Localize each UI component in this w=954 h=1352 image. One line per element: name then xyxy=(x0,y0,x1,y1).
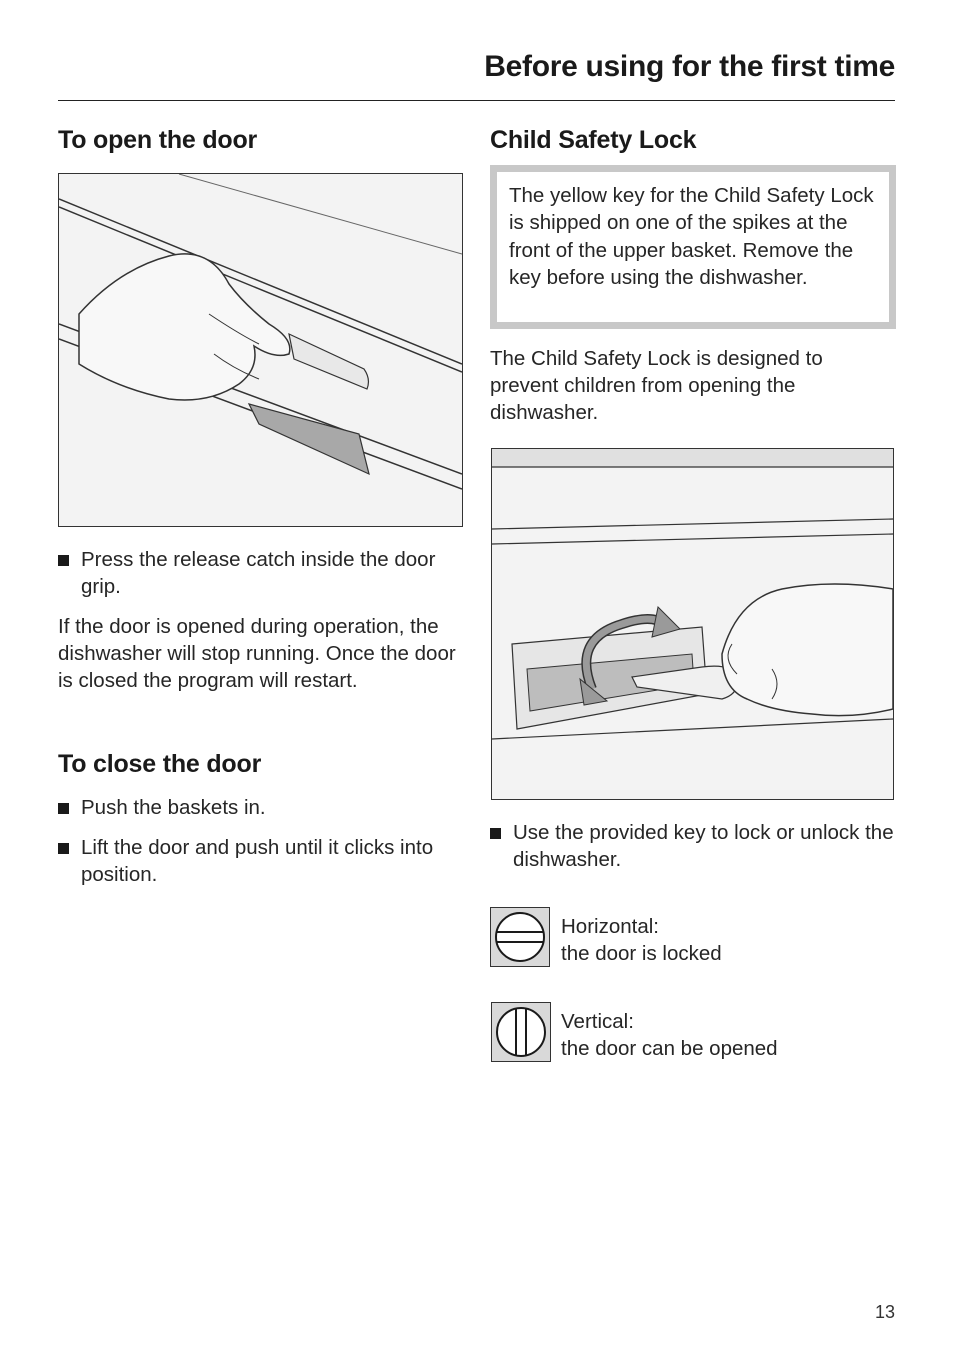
bullet-text: Use the provided key to lock or unlock the dishwasher. xyxy=(513,821,894,871)
bullet-text: Press the release catch inside the door grip. xyxy=(81,548,436,598)
open-door-bullet xyxy=(58,546,463,600)
bullet-text: Push the baskets in. xyxy=(81,796,266,819)
child-lock-illustration xyxy=(491,448,894,800)
close-door-bullet-1 xyxy=(58,794,463,821)
title-divider xyxy=(58,100,895,101)
page-number: 13 xyxy=(874,1302,895,1322)
bullet-text: Lift the door and push until it clicks into position. xyxy=(81,836,434,886)
close-door-heading: To close the door xyxy=(58,750,262,778)
page-title: Before using for the first time xyxy=(484,50,895,83)
open-door-paragraph: If the door is opened during operation, the dishwasher will stop running. Once the door is closed the program will restart. xyxy=(58,615,456,692)
position-horizontal-label: Horizontal: xyxy=(561,915,659,938)
child-lock-heading: Child Safety Lock xyxy=(490,126,697,154)
position-vertical-description: the door can be opened xyxy=(561,1037,778,1060)
bullet-square xyxy=(490,828,501,839)
position-horizontal-description: the door is locked xyxy=(561,942,722,965)
close-door-bullet-2 xyxy=(58,834,463,888)
child-lock-paragraph: The Child Safety Lock is designed to prevent children from opening the dishwasher. xyxy=(490,347,823,424)
bullet-square xyxy=(58,555,69,566)
open-door-heading: To open the door xyxy=(58,126,258,154)
open-door-illustration xyxy=(58,173,463,527)
bullet-square xyxy=(58,803,69,814)
lock-horizontal-icon xyxy=(490,907,550,967)
child-lock-bullet xyxy=(490,819,896,873)
lock-vertical-icon xyxy=(491,1002,551,1062)
position-vertical-label: Vertical: xyxy=(561,1010,634,1033)
bullet-square xyxy=(58,843,69,854)
notice-text: The yellow key for the Child Safety Lock is shipped on one of the spikes at the front of the upper basket. Remove the key before using the dishwasher. xyxy=(509,184,874,289)
notice-box xyxy=(490,165,896,329)
